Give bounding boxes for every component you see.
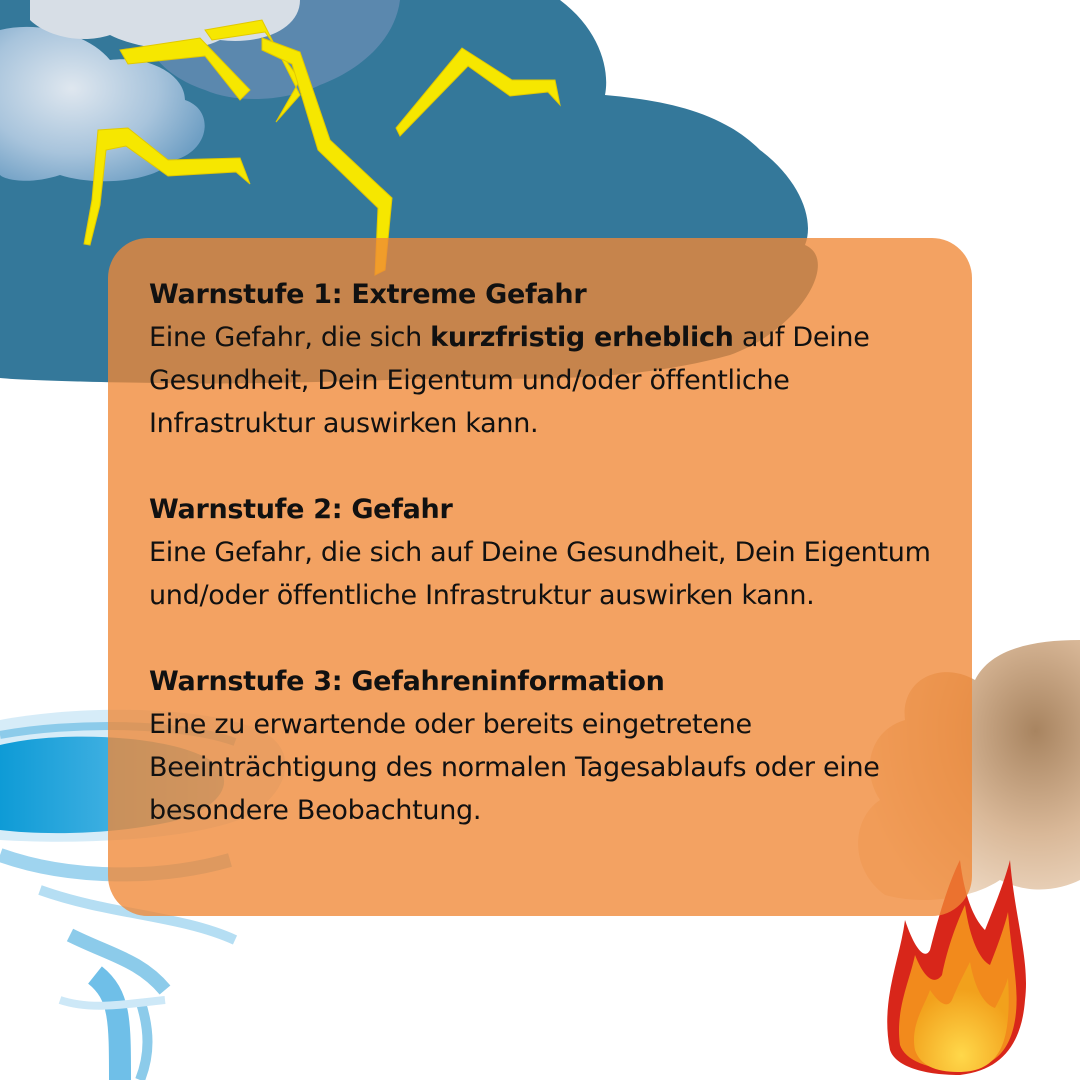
warning-levels-card — [108, 238, 972, 916]
description-text: auf Deine Gesundheit, Dein Eigentum und/oder öffentliche Infrastruktur auswirken kann. — [149, 322, 870, 439]
warning-level-2-description: Eine Gefahr, die sich auf Deine Gesundheit, Dein Eigentum und/oder öffentliche Infrastruktur auswirken kann. — [149, 537, 931, 611]
warning-level-1-title: Warnstufe 1: Extreme Gefahr — [149, 279, 587, 310]
warning-level-3-title: Warnstufe 3: Gefahreninformation — [149, 666, 665, 697]
warning-level-3 — [149, 661, 932, 832]
description-emphasis: kurzfristig erheblich — [430, 322, 734, 353]
description-text: Eine Gefahr, die sich — [149, 322, 431, 353]
warning-level-2-title: Warnstufe 2: Gefahr — [149, 494, 453, 525]
warning-level-3-description: Eine zu erwartende oder bereits eingetretene Beeinträchtigung des normalen Tagesablaufs oder eine besondere Beobachtung. — [149, 709, 880, 826]
warning-level-1 — [149, 274, 932, 445]
warning-level-2 — [149, 489, 932, 617]
warning-level-1-description — [149, 316, 932, 445]
